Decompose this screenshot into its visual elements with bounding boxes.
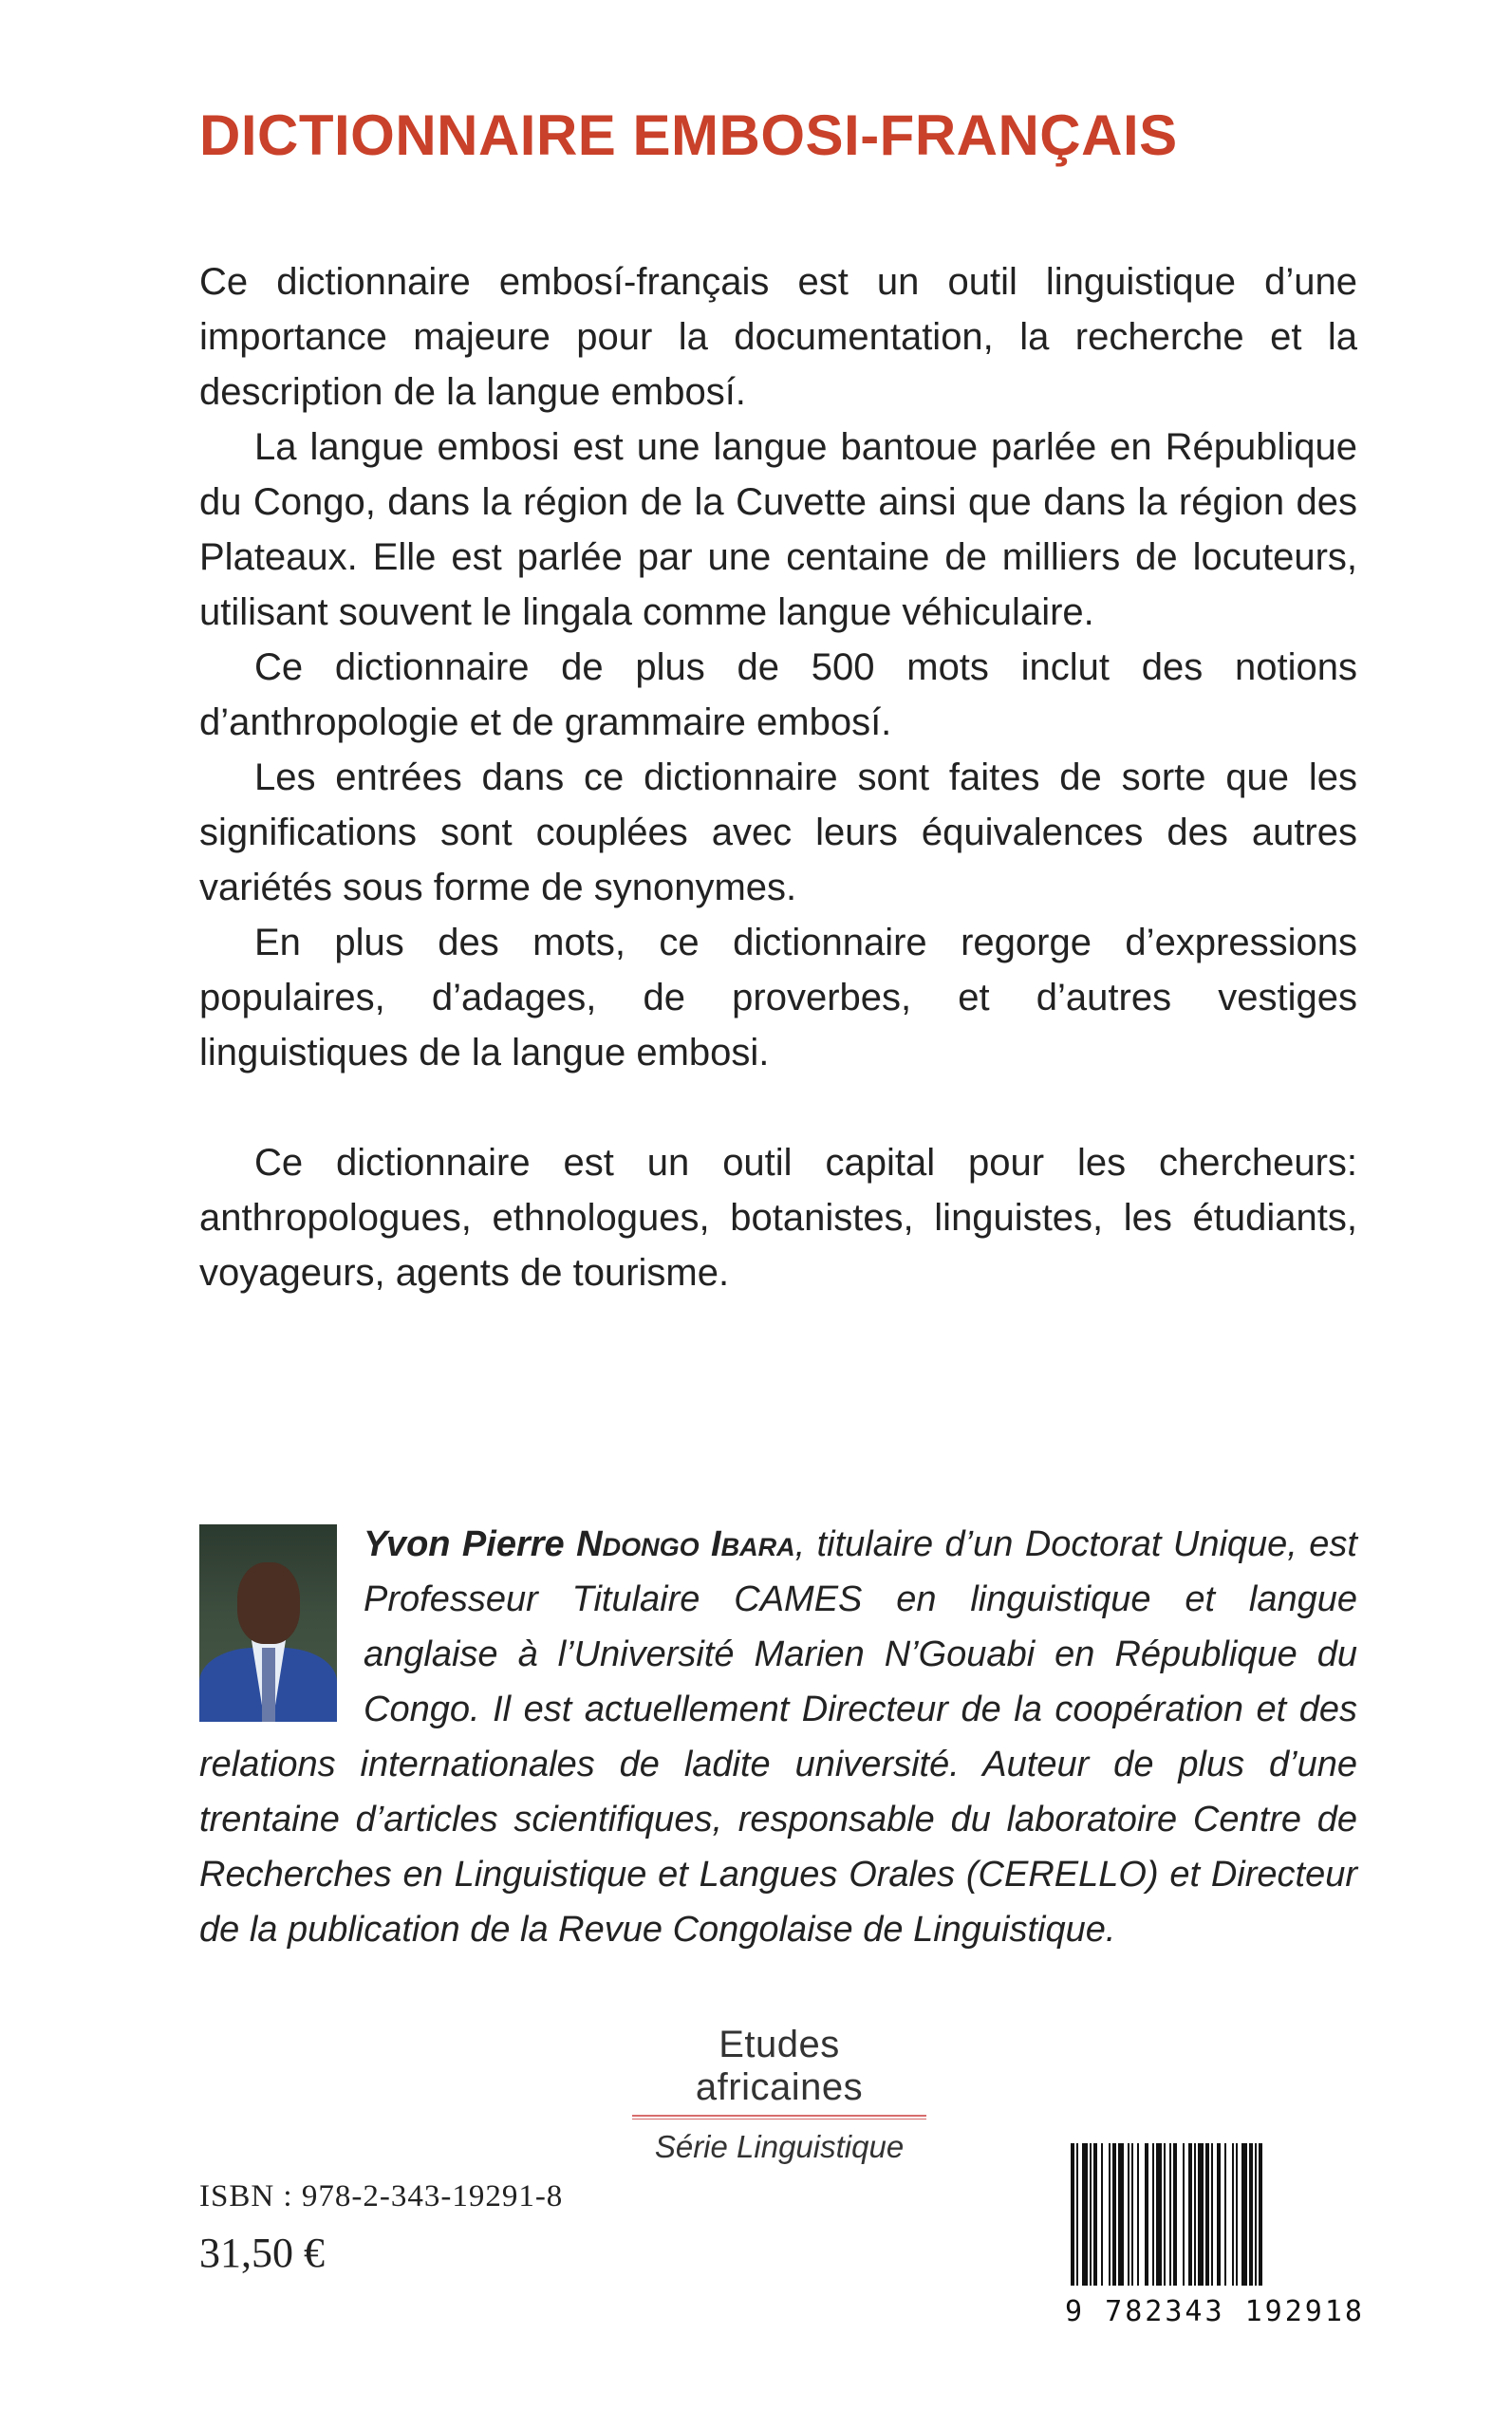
series-name: Etudes africaines	[695, 2024, 864, 2108]
barcode-bar	[1071, 2143, 1074, 2286]
barcode-bar	[1188, 2143, 1192, 2286]
description-paragraph: La langue embosi est une langue bantoue parlée en République du Congo, dans la région de la Cuvette ainsi que dans la région des Plateaux. Elle est parlée par une centaine de milliers de locuteurs, utilisant souvent le lingala comme langue véhiculaire.	[199, 426, 1357, 633]
barcode-bar	[1232, 2143, 1234, 2286]
barcode-bar	[1076, 2143, 1078, 2286]
barcode-bar	[1152, 2143, 1154, 2286]
barcode-bar	[1090, 2143, 1092, 2286]
price: 31,50 €	[199, 2230, 325, 2276]
barcode-bar	[1131, 2143, 1133, 2286]
author-bio-text: , titulaire d’un Doctorat Unique, est Professeur Titulaire CAMES en linguistique et langue anglaise à l’Université Marien N’Gouabi en République du Congo. Il est actuellement Directeur de la coopération et des relations internationales de ladite université. Auteur de plus d’une trentaine d’articles scientifiques, responsable du laboratoire Centre de Recherches en Linguistique et Langues Orales (CERELLO) et Directeur de la publication de la Revue Congolaise de Linguistique.	[199, 1524, 1357, 1950]
isbn: ISBN : 978-2-343-19291-8	[199, 2179, 564, 2213]
barcode-bar	[1241, 2143, 1247, 2286]
barcode-bar	[1217, 2143, 1221, 2286]
barcode-bar	[1259, 2143, 1262, 2286]
barcode-bar	[1128, 2143, 1129, 2286]
barcode-bar	[1164, 2143, 1166, 2286]
barcode-bar	[1137, 2143, 1139, 2286]
author-photo	[199, 1524, 337, 1722]
barcode-bar	[1183, 2143, 1185, 2286]
author-bio	[199, 1517, 1357, 1957]
description-paragraph: Ce dictionnaire est un outil capital pour les chercheurs: anthropologues, ethnologues, botanistes, linguistes, les étudiants, voyageurs, agents de tourisme.	[199, 1142, 1357, 1294]
barcode-bar	[1145, 2143, 1148, 2286]
barcode-bar	[1093, 2143, 1097, 2286]
barcode	[1063, 2143, 1367, 2290]
barcode-bar	[1101, 2143, 1103, 2286]
barcode-bars	[1063, 2143, 1367, 2290]
book-title: DICTIONNAIRE EMBOSI-FRANÇAIS	[199, 103, 1178, 167]
barcode-bar	[1118, 2143, 1124, 2286]
series-logo	[632, 2024, 926, 2165]
barcode-bar	[1236, 2143, 1238, 2286]
description-paragraph: Les entrées dans ce dictionnaire sont faites de sorte que les significations sont couplées avec leurs équivalences des autres variétés sous forme de synonymes.	[199, 756, 1357, 908]
author-last-name: Ibara	[711, 1524, 795, 1564]
series-subtitle: Série Linguistique	[654, 2129, 905, 2164]
barcode-bar	[1224, 2143, 1226, 2286]
barcode-bar	[1156, 2143, 1162, 2286]
description-paragraph: Ce dictionnaire embosí-français est un outil linguistique d’une importance majeure pour la documentation, la recherche et la description de la langue embosí.	[199, 261, 1357, 413]
barcode-bar	[1249, 2143, 1253, 2286]
description-paragraph: En plus des mots, ce dictionnaire regorge d’expressions populaires, d’adages, de proverbes, et d’autres vestiges linguistiques de la langue embosi.	[199, 922, 1357, 1074]
author-name	[364, 1524, 795, 1564]
author-last-name: Ndongo	[576, 1524, 700, 1564]
author-first-name: Yvon Pierre	[364, 1524, 565, 1564]
barcode-bar	[1169, 2143, 1171, 2286]
barcode-bar	[1205, 2143, 1209, 2286]
barcode-bar	[1112, 2143, 1116, 2286]
barcode-digits: 9 782343 192918	[1065, 2295, 1365, 2328]
barcode-bar	[1194, 2143, 1196, 2286]
barcode-bar	[1082, 2143, 1088, 2286]
barcode-bar	[1255, 2143, 1257, 2286]
barcode-bar	[1109, 2143, 1111, 2286]
description	[199, 254, 1357, 1300]
barcode-bar	[1198, 2143, 1204, 2286]
barcode-bar	[1173, 2143, 1177, 2286]
barcode-bar	[1211, 2143, 1213, 2286]
description-paragraph: Ce dictionnaire de plus de 500 mots inclut des notions d’anthropologie et de grammaire embosí.	[199, 646, 1357, 743]
